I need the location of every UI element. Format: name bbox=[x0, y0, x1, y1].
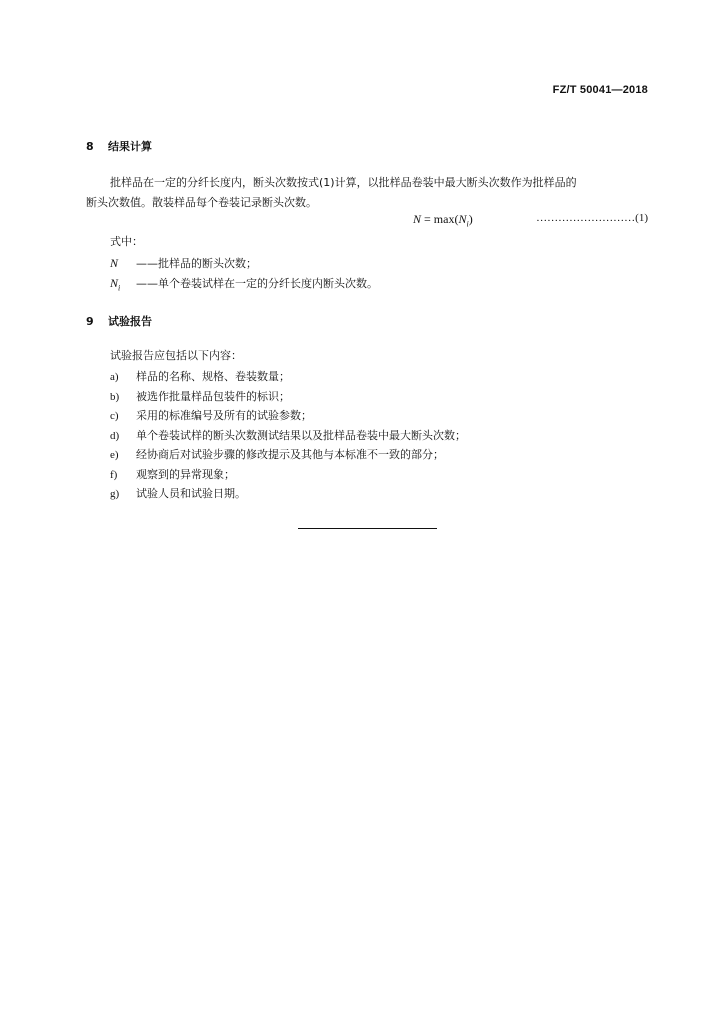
section-8-title: 结果计算 bbox=[108, 140, 152, 153]
section-8-number: 8 bbox=[86, 140, 94, 153]
list-item-text: 被选作批量样品包装件的标识； bbox=[136, 389, 290, 403]
equation-number: ………………………(1) bbox=[536, 212, 648, 224]
list-item-text: 试验人员和试验日期。 bbox=[136, 487, 246, 500]
section-9-intro: 试验报告应包括以下内容： bbox=[110, 349, 242, 362]
standard-number: FZ/T 50041—2018 bbox=[552, 84, 648, 96]
formula-close: ) bbox=[468, 212, 473, 226]
formula-sub: i bbox=[466, 219, 469, 229]
list-item-text: 观察到的异常现象； bbox=[136, 467, 235, 481]
section-8-heading bbox=[86, 138, 152, 154]
list-item bbox=[110, 388, 466, 408]
variable-row bbox=[110, 275, 378, 292]
list-item bbox=[110, 368, 466, 388]
section-9-number: 9 bbox=[86, 315, 94, 328]
variable-row bbox=[110, 255, 257, 272]
formula-line bbox=[86, 212, 648, 230]
list-item-letter: e) bbox=[110, 449, 119, 461]
list-item bbox=[110, 407, 466, 427]
list-item-letter: c) bbox=[110, 410, 119, 422]
formula-arg: N bbox=[458, 212, 467, 226]
list-item-letter: a) bbox=[110, 371, 119, 383]
list-item-letter: b) bbox=[110, 390, 120, 403]
report-items-list bbox=[110, 368, 466, 505]
section-9-title: 试验报告 bbox=[108, 315, 152, 328]
formula-lhs: N bbox=[413, 212, 422, 226]
list-item-letter: f) bbox=[110, 468, 118, 481]
list-item-text: 采用的标准编号及所有的试验参数； bbox=[136, 409, 312, 422]
end-of-document-rule bbox=[298, 528, 437, 529]
list-item-text: 经协商后对试验步骤的修改提示及其他与本标准不一致的部分； bbox=[136, 448, 444, 461]
variable-symbol: $N_i$ bbox=[110, 276, 121, 293]
section-9-heading bbox=[86, 313, 152, 329]
list-item bbox=[110, 446, 466, 466]
variable-symbol: N bbox=[110, 256, 119, 270]
list-item-text: 样品的名称、规格、卷装数量； bbox=[136, 370, 290, 383]
list-item bbox=[110, 485, 466, 505]
section-8-paragraph-line-1: 批样品在一定的分纤长度内，断头次数按式(1)计算，以批样品卷装中最大断头次数作为批样品的 bbox=[110, 176, 577, 189]
list-item-letter: d) bbox=[110, 429, 120, 442]
formula-equals: = max( bbox=[421, 212, 459, 226]
variable-description: ——批样品的断头次数； bbox=[136, 257, 257, 270]
section-8-paragraph-line-2: 断头次数值。散装样品每个卷装记录断头次数。 bbox=[86, 196, 317, 209]
list-item-text: 单个卷装试样的断头次数测试结果以及批样品卷装中最大断头次数； bbox=[136, 428, 466, 442]
formula bbox=[413, 212, 473, 228]
variable-description: ——单个卷装试样在一定的分纤长度内断头次数。 bbox=[136, 277, 378, 290]
list-item bbox=[110, 427, 466, 447]
where-label: 式中： bbox=[110, 235, 143, 248]
list-item bbox=[110, 466, 466, 486]
list-item-letter: g) bbox=[110, 488, 120, 500]
